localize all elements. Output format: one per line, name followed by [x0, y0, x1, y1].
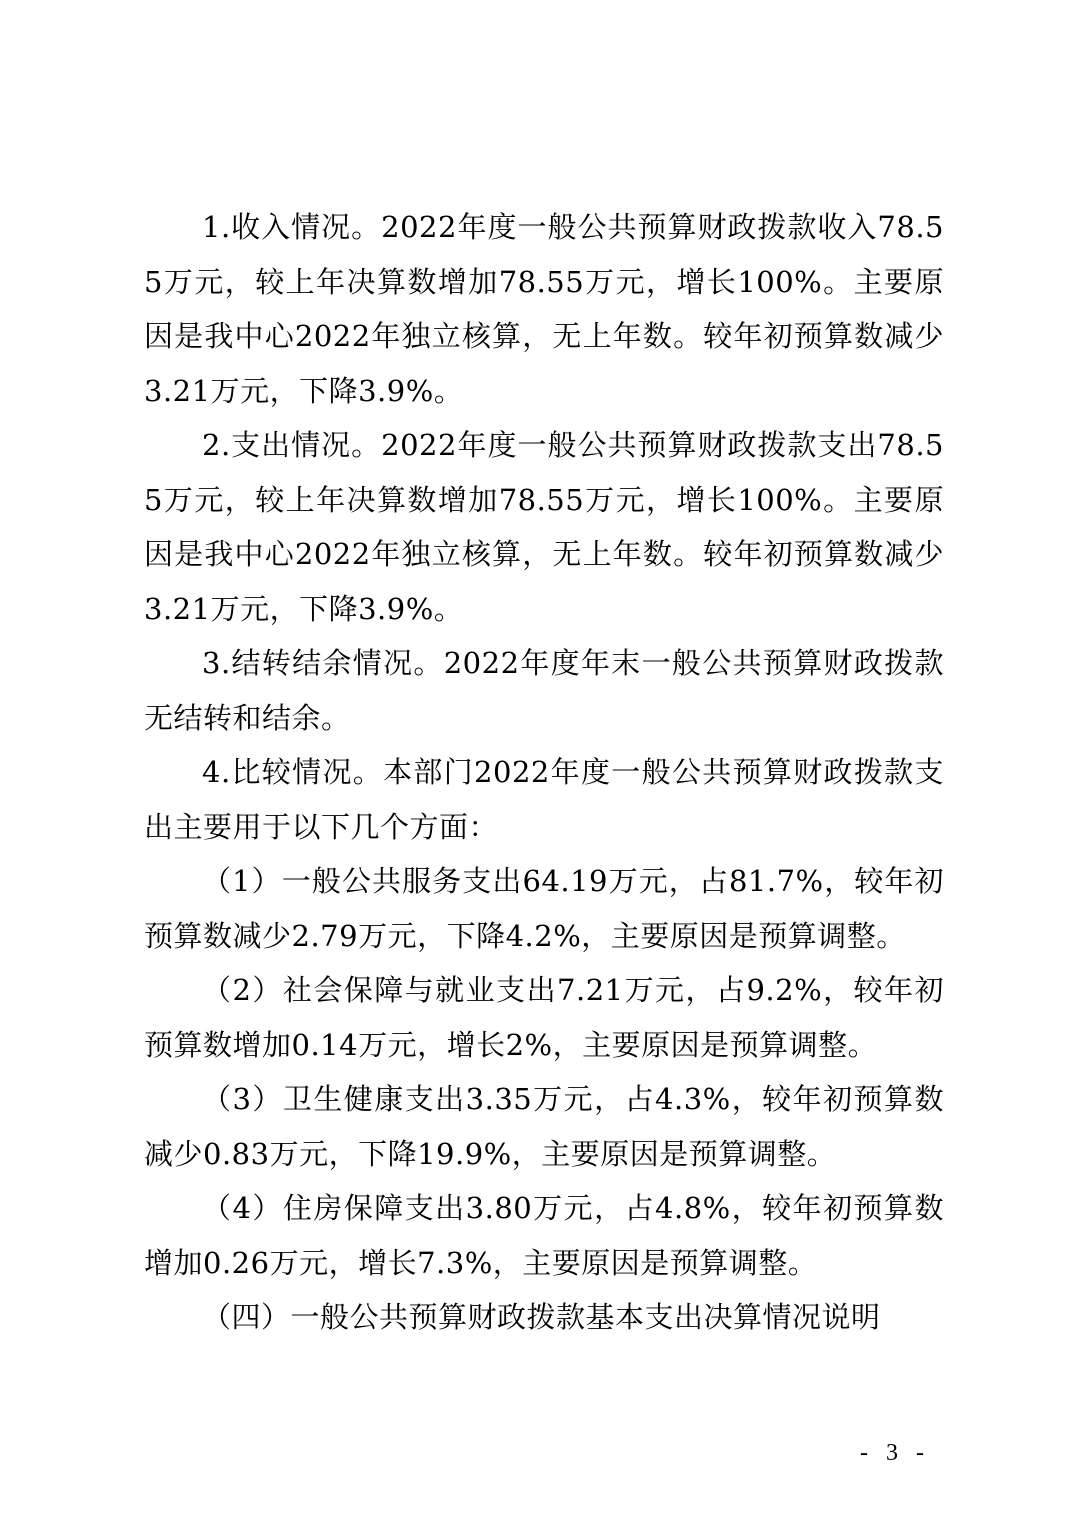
paragraph-item-2: （2）社会保障与就业支出7.21万元，占9.2%，较年初预算数增加0.14万元，增长2%，主要原因是预算调整。: [144, 973, 944, 1062]
section-heading: （四）一般公共预算财政拨款基本支出决算情况说明: [202, 1300, 881, 1334]
paragraph-income: 1.收入情况。2022年度一般公共预算财政拨款收入78.55万元，较上年决算数增加78.55万元，增长100%。主要原因是我中心2022年独立核算，无上年数。较年初预算数减少3.21万元，下降3.9%。: [144, 210, 944, 408]
page-number: - 3 -: [860, 1440, 930, 1466]
paragraph-item-3: （3）卫生健康支出3.35万元，占4.3%，较年初预算数减少0.83万元，下降19.9%，主要原因是预算调整。: [144, 1082, 944, 1171]
document-body: [144, 200, 944, 1345]
paragraph-comparison: 4.比较情况。本部门2022年度一般公共预算财政拨款支出主要用于以下几个方面：: [144, 755, 944, 844]
paragraph-item-1: （1）一般公共服务支出64.19万元，占81.7%，较年初预算数减少2.79万元，下降4.2%，主要原因是预算调整。: [144, 864, 944, 953]
paragraph-expenditure: 2.支出情况。2022年度一般公共预算财政拨款支出78.55万元，较上年决算数增加78.55万元，增长100%。主要原因是我中心2022年独立核算，无上年数。较年初预算数减少3.21万元，下降3.9%。: [144, 428, 944, 626]
paragraph-carryover: 3.结转结余情况。2022年度年末一般公共预算财政拨款无结转和结余。: [144, 646, 944, 735]
paragraph-item-4: （4）住房保障支出3.80万元，占4.8%，较年初预算数增加0.26万元，增长7.3%，主要原因是预算调整。: [144, 1191, 944, 1280]
